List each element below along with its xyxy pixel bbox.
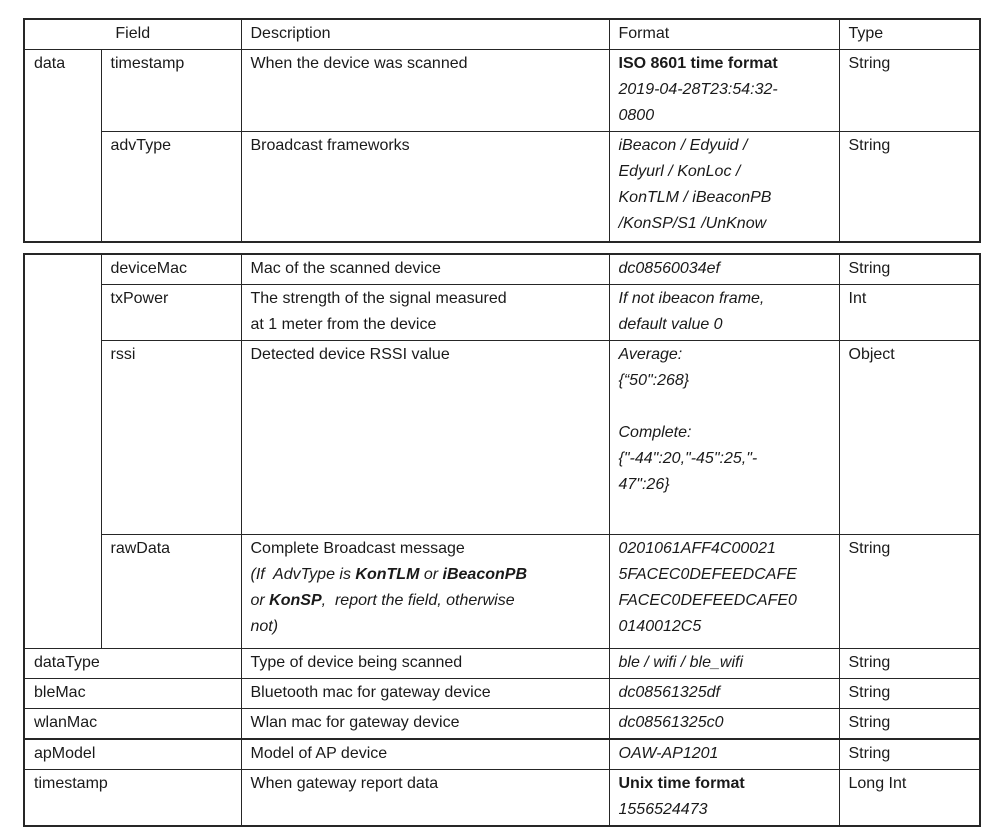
description-cell <box>241 50 609 132</box>
description-cell <box>241 285 609 341</box>
format-cell <box>609 285 839 341</box>
format-cell <box>609 739 839 770</box>
description-line: When gateway report data <box>250 775 439 792</box>
description-line <box>251 588 600 614</box>
header-field: Field <box>24 19 241 50</box>
field-cell: apModel <box>24 739 241 770</box>
format-line: ble / wifi / ble_wifi <box>618 654 743 671</box>
format-cell <box>609 535 839 649</box>
description-cell <box>241 254 609 285</box>
header-format: Format <box>609 19 839 50</box>
description-line: Detected device RSSI value <box>250 346 450 363</box>
description-segment: , report the field, otherwise <box>321 592 515 609</box>
row-data-timestamp <box>24 50 980 132</box>
description-segment: or <box>419 566 443 583</box>
field-cell: bleMac <box>24 679 241 709</box>
format-cell <box>609 341 839 535</box>
format-line: 0800 <box>618 107 655 124</box>
row-gateway-timestamp <box>24 770 980 827</box>
format-line: /KonSP/S1 /UnKnow <box>618 215 767 232</box>
header-row <box>24 19 980 50</box>
format-line: 0201061AFF4C00021 <box>618 540 776 557</box>
type-cell: Int <box>839 285 980 341</box>
format-line: If not ibeacon frame, <box>618 290 765 307</box>
type-cell: String <box>839 679 980 709</box>
format-line: dc08560034ef <box>618 260 720 277</box>
description-segment: (If AdvType is <box>250 566 356 583</box>
description-segment: or <box>250 592 270 609</box>
description-cell <box>241 739 609 770</box>
description-line: Broadcast frameworks <box>250 137 410 154</box>
format-line: 0140012C5 <box>618 618 702 635</box>
field-cell: timestamp <box>101 50 241 132</box>
format-line: dc08561325df <box>618 684 720 701</box>
format-line: iBeacon / Edyuid / <box>618 137 748 154</box>
type-cell: String <box>839 132 980 242</box>
format-cell <box>609 50 839 132</box>
description-line <box>251 562 600 588</box>
row-rawdata <box>24 535 980 649</box>
type-cell: Object <box>839 341 980 535</box>
format-cell <box>609 132 839 242</box>
type-cell: Long Int <box>839 770 980 827</box>
row-devicemac <box>24 254 980 285</box>
description-segment-bold: KonSP <box>269 592 322 609</box>
row-wlanmac <box>24 709 980 740</box>
description-line: Model of AP device <box>250 745 388 762</box>
row-blemac <box>24 679 980 709</box>
field-cell: rawData <box>101 535 241 649</box>
description-line: Type of device being scanned <box>250 654 463 671</box>
spec-table-header-section <box>23 18 981 243</box>
format-line: 5FACEC0DEFEEDCAFE <box>618 566 797 583</box>
description-segment-bold: iBeaconPB <box>442 566 527 583</box>
header-description: Description <box>241 19 609 50</box>
format-line: 47":26} <box>618 476 670 493</box>
group-cell-empty <box>24 254 101 649</box>
field-cell: advType <box>101 132 241 242</box>
description-line: Bluetooth mac for gateway device <box>250 684 491 701</box>
row-rssi <box>24 341 980 535</box>
field-cell: deviceMac <box>101 254 241 285</box>
field-cell: rssi <box>101 341 241 535</box>
type-cell: String <box>839 535 980 649</box>
description-line: at 1 meter from the device <box>250 316 437 333</box>
description-line: Mac of the scanned device <box>250 260 441 277</box>
description-cell <box>241 341 609 535</box>
format-line: Unix time format <box>618 775 745 792</box>
row-apmodel <box>24 739 980 770</box>
description-line: Wlan mac for gateway device <box>250 714 460 731</box>
row-data-advtype <box>24 132 980 242</box>
description-line: The strength of the signal measured <box>250 290 507 307</box>
row-datatype <box>24 649 980 679</box>
field-cell: timestamp <box>24 770 241 827</box>
field-cell: txPower <box>101 285 241 341</box>
field-cell: wlanMac <box>24 709 241 740</box>
format-line: Complete: <box>618 424 692 441</box>
format-line: ISO 8601 time format <box>618 55 778 72</box>
row-txpower <box>24 285 980 341</box>
format-line: FACEC0DEFEEDCAFE0 <box>618 592 797 609</box>
format-cell <box>609 254 839 285</box>
format-cell <box>609 770 839 827</box>
spec-table-device-section <box>23 253 981 740</box>
description-cell <box>241 649 609 679</box>
group-cell-data: data <box>24 50 101 242</box>
description-cell <box>241 679 609 709</box>
description-cell <box>241 132 609 242</box>
description-cell <box>241 770 609 827</box>
type-cell: String <box>839 709 980 740</box>
format-line: default value 0 <box>618 316 723 333</box>
format-line: {“50":268} <box>618 372 690 389</box>
format-line: KonTLM / iBeaconPB <box>618 189 772 206</box>
description-line: When the device was scanned <box>250 55 468 72</box>
type-cell: String <box>839 649 980 679</box>
header-type: Type <box>839 19 980 50</box>
description-segment-bold: KonTLM <box>355 566 420 583</box>
format-line: 2019-04-28T23:54:32- <box>618 81 778 98</box>
description-cell <box>241 709 609 740</box>
format-line: dc08561325c0 <box>618 714 724 731</box>
type-cell: String <box>839 739 980 770</box>
lower-tables <box>23 253 981 827</box>
description-line: not) <box>250 618 279 635</box>
format-line: OAW-AP1201 <box>618 745 719 762</box>
format-line: {"-44":20,"-45":25,"- <box>618 450 758 467</box>
field-cell: dataType <box>24 649 241 679</box>
description-cell <box>241 535 609 649</box>
format-cell <box>609 679 839 709</box>
type-cell: String <box>839 254 980 285</box>
format-line-blank <box>619 394 830 420</box>
format-line: Average: <box>618 346 683 363</box>
type-cell: String <box>839 50 980 132</box>
format-cell <box>609 709 839 740</box>
format-line: 1556524473 <box>618 801 708 818</box>
format-line: Edyurl / KonLoc / <box>618 163 741 180</box>
spec-table-gateway-section <box>23 738 981 827</box>
format-cell <box>609 649 839 679</box>
description-line: Complete Broadcast message <box>250 540 465 557</box>
